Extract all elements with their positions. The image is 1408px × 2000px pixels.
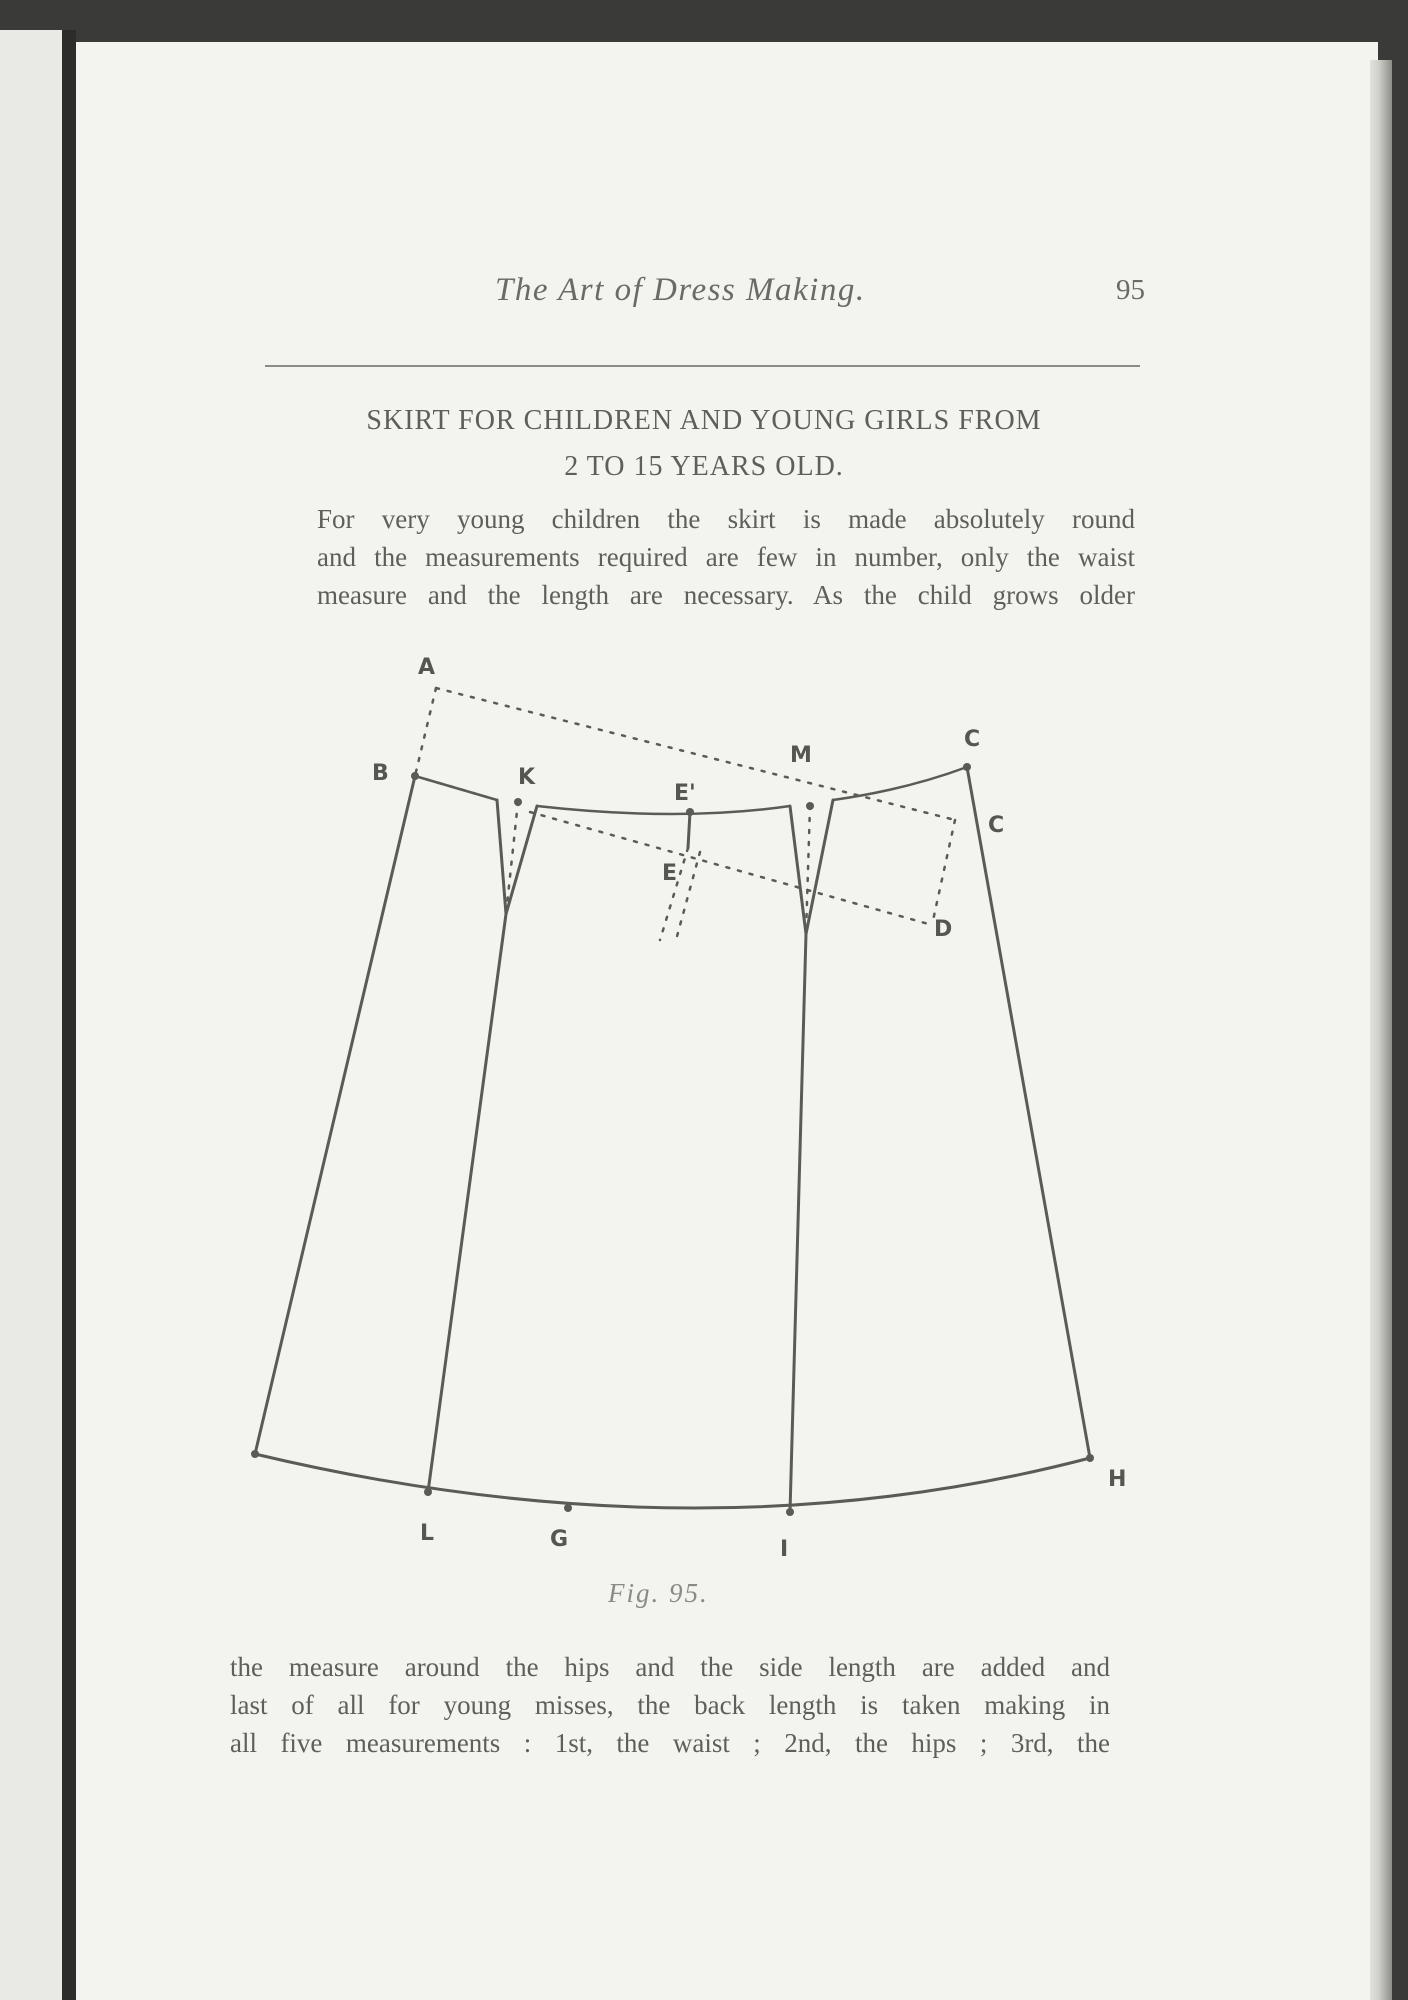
label-g: G: [550, 1527, 569, 1552]
label-e: E: [662, 861, 678, 886]
point-h-dot: [1086, 1454, 1094, 1462]
point-b-dot: [411, 772, 419, 780]
point-g-dot: [564, 1504, 572, 1512]
label-l: L: [420, 1521, 435, 1546]
skirt-hem: [255, 1454, 1090, 1508]
text-line: For very young children the skirt is made absolutely round: [317, 504, 1135, 534]
label-b: B: [372, 761, 389, 786]
seam-right: [790, 934, 806, 1512]
heading-line-2: 2 TO 15 YEARS OLD.: [564, 451, 844, 482]
label-c-top: C: [964, 727, 981, 752]
dart-right-outer: [790, 800, 833, 934]
heading-line-1: SKIRT FOR CHILDREN AND YOUNG GIRLS FROM: [366, 405, 1042, 436]
text-line: last of all for young misses, the back length is taken making in: [230, 1690, 1110, 1720]
label-e-prime: E': [674, 781, 696, 806]
point-k-dot: [514, 798, 522, 806]
running-title: The Art of Dress Making.: [495, 272, 866, 308]
label-c-side: C: [988, 813, 1005, 838]
skirt-right-side: [967, 767, 1090, 1458]
guide-top-right: [932, 820, 955, 925]
guide-center-d: [530, 812, 932, 925]
label-h: H: [1108, 1467, 1127, 1492]
seam-left: [428, 914, 506, 1492]
text-line: and the measurements required are few in number, only the waist: [317, 542, 1135, 572]
waist-curve: [537, 806, 790, 814]
skirt-left-side: [255, 776, 415, 1454]
point-l-dot: [424, 1488, 432, 1496]
figure-caption: Fig. 95.: [608, 1578, 709, 1608]
point-c-dot: [963, 763, 971, 771]
paragraph-continued: [230, 1648, 1110, 1762]
text-line: the measure around the hips and the side length are added and: [230, 1652, 1110, 1682]
page-number: 95: [1116, 274, 1145, 306]
label-i: I: [780, 1537, 789, 1562]
label-a: A: [418, 655, 436, 680]
waist-right: [833, 767, 967, 800]
point-left-hem-dot: [251, 1450, 259, 1458]
text-line: all five measurements : 1st, the waist ; 2nd, the hips ; 3rd, the: [230, 1728, 1110, 1758]
label-d: D: [934, 917, 953, 942]
guide-a-b: [415, 688, 436, 776]
label-k: K: [518, 765, 536, 790]
label-m: M: [790, 743, 812, 768]
point-m-dot: [806, 802, 814, 810]
center-mark: [688, 812, 690, 848]
point-eprime-dot: [686, 808, 694, 816]
text-line: measure and the length are necessary. As the child grows older: [317, 580, 1135, 610]
point-i-dot: [786, 1508, 794, 1516]
